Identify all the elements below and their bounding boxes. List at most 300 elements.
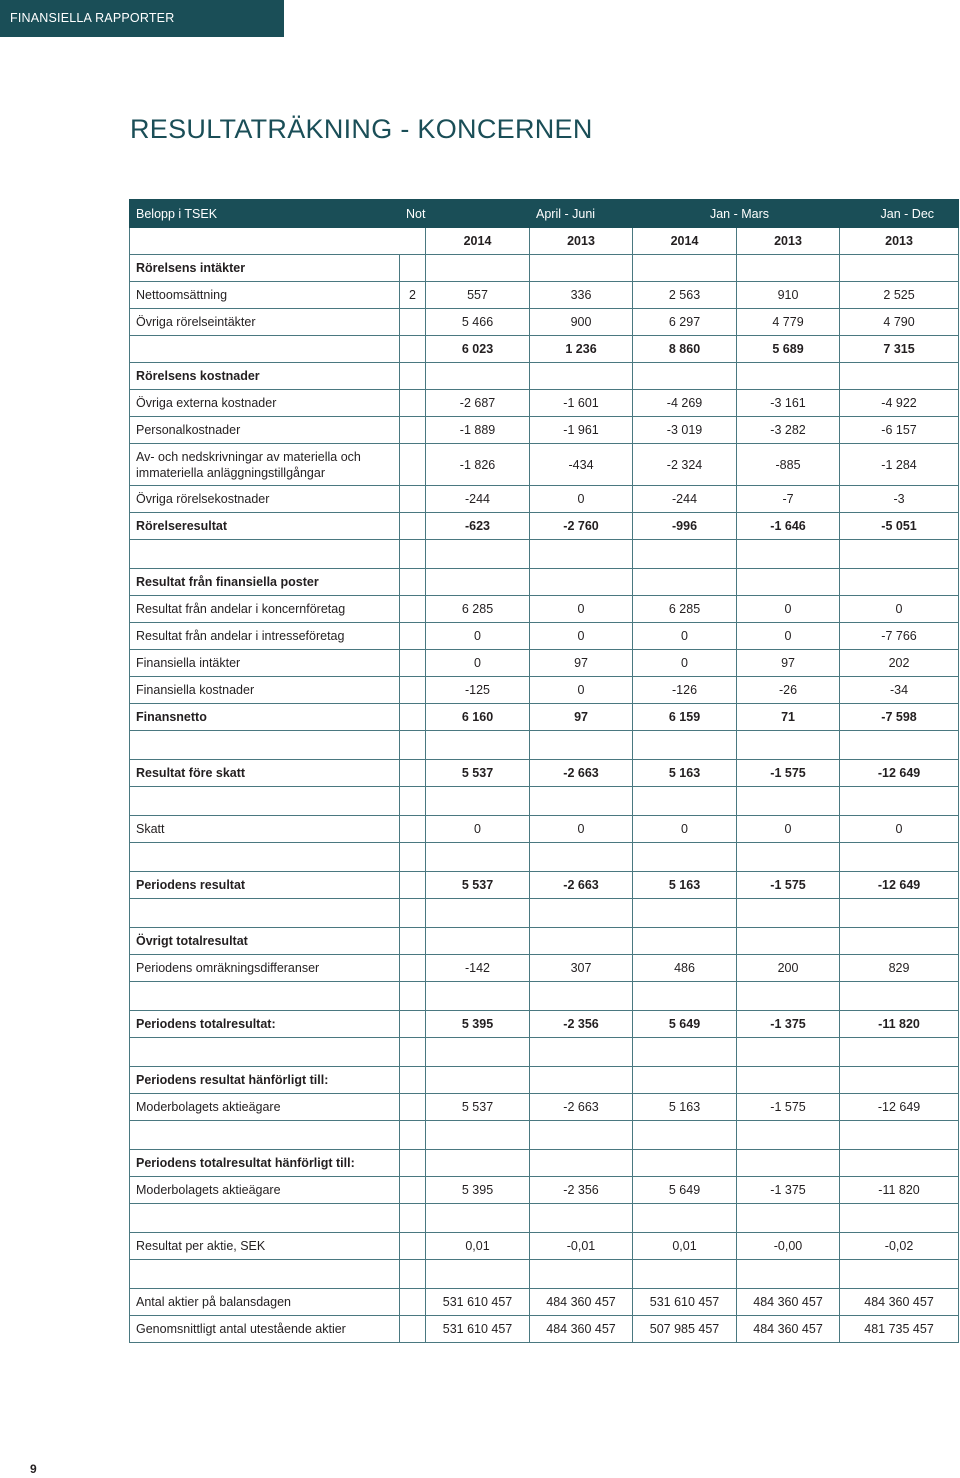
row-note [400,417,426,444]
table-row [130,282,959,309]
value-cell: -244 [633,486,737,513]
value-cell: 5 537 [426,1094,530,1121]
spacer-row [130,843,959,872]
row-label: Periodens omräkningsdifferanser [130,955,400,982]
value-cell: 5 466 [426,309,530,336]
table-row [130,444,959,486]
value-cell: 97 [737,650,840,677]
row-label [130,982,400,1011]
value-cell [633,928,737,955]
value-cell: 6 160 [426,704,530,731]
spacer-row [130,1260,959,1289]
value-cell: -26 [737,677,840,704]
row-label: Övrigt totalresultat [130,928,400,955]
value-cell: -3 282 [737,417,840,444]
value-cell [633,1204,737,1233]
table-row [130,704,959,731]
value-cell: -5 051 [840,513,959,540]
row-note [400,309,426,336]
value-cell: 0 [737,816,840,843]
value-cell [426,1204,530,1233]
spacer-row [130,1038,959,1067]
value-cell [840,982,959,1011]
value-cell: -7 598 [840,704,959,731]
value-cell: 2 563 [633,282,737,309]
year-cell: 2013 [840,228,959,255]
value-cell: 202 [840,650,959,677]
row-note [400,872,426,899]
value-cell: 97 [530,704,633,731]
value-cell [737,1121,840,1150]
value-cell [737,787,840,816]
value-cell: 97 [530,650,633,677]
value-cell [530,1150,633,1177]
value-cell [633,731,737,760]
value-cell: 200 [737,955,840,982]
spacer-row [130,731,959,760]
value-cell [426,540,530,569]
value-cell [426,1038,530,1067]
value-cell: 5 395 [426,1011,530,1038]
value-cell [840,363,959,390]
row-label: Periodens totalresultat hänförligt till: [130,1150,400,1177]
row-label: Moderbolagets aktieägare [130,1094,400,1121]
value-cell [840,1260,959,1289]
row-label: Resultat från andelar i intresseföretag [130,623,400,650]
value-cell [530,982,633,1011]
year-cell: 2013 [530,228,633,255]
value-cell [633,899,737,928]
table-row [130,1011,959,1038]
value-cell [633,1150,737,1177]
value-cell: -2 687 [426,390,530,417]
row-label: Finansnetto [130,704,400,731]
value-cell: 0 [530,677,633,704]
value-cell: -34 [840,677,959,704]
row-note [400,928,426,955]
table-row [130,955,959,982]
value-cell: -11 820 [840,1177,959,1204]
table-row [130,596,959,623]
row-label: Övriga rörelsekostnader [130,486,400,513]
row-note [400,760,426,787]
income-statement-table [129,199,959,1343]
value-cell [633,1260,737,1289]
row-note [400,1067,426,1094]
table-row [130,816,959,843]
value-cell: -1 375 [737,1011,840,1038]
value-cell [737,255,840,282]
value-cell: -3 [840,486,959,513]
value-cell [530,1038,633,1067]
header-not: Not [400,200,530,228]
value-cell: 0 [633,650,737,677]
spacer-row [130,899,959,928]
table-row [130,513,959,540]
table-row [130,928,959,955]
row-label [130,336,400,363]
value-cell: -885 [737,444,840,486]
table-row [130,623,959,650]
value-cell [426,843,530,872]
table-row [130,363,959,390]
row-note [400,1316,426,1343]
value-cell [633,255,737,282]
row-label: Moderbolagets aktieägare [130,1177,400,1204]
value-cell: -12 649 [840,760,959,787]
value-cell: -7 [737,486,840,513]
value-cell: -623 [426,513,530,540]
value-cell [840,928,959,955]
value-cell: -2 760 [530,513,633,540]
row-label: Nettoomsättning [130,282,400,309]
value-cell: -4 922 [840,390,959,417]
header-row [130,200,959,228]
table-row [130,417,959,444]
row-note [400,677,426,704]
value-cell: -3 019 [633,417,737,444]
row-label [130,540,400,569]
table-row [130,1094,959,1121]
row-label: Resultat från finansiella poster [130,569,400,596]
value-cell: 910 [737,282,840,309]
value-cell: 6 023 [426,336,530,363]
value-cell: 0 [633,623,737,650]
row-note [400,899,426,928]
value-cell [737,363,840,390]
value-cell: 829 [840,955,959,982]
value-cell: 484 360 457 [737,1289,840,1316]
value-cell [737,843,840,872]
table-row [130,760,959,787]
row-label [130,843,400,872]
value-cell: 0 [530,486,633,513]
row-label: Rörelsens kostnader [130,363,400,390]
value-cell: 484 360 457 [840,1289,959,1316]
row-label: Övriga rörelseintäkter [130,309,400,336]
value-cell [737,982,840,1011]
value-cell [737,540,840,569]
value-cell: -4 269 [633,390,737,417]
row-label: Resultat från andelar i koncernföretag [130,596,400,623]
value-cell: 0,01 [633,1233,737,1260]
row-note [400,982,426,1011]
value-cell [530,255,633,282]
value-cell: 71 [737,704,840,731]
value-cell [737,1150,840,1177]
value-cell [426,255,530,282]
value-cell: 5 163 [633,872,737,899]
spacer-row [130,787,959,816]
value-cell: -6 157 [840,417,959,444]
row-note [400,486,426,513]
value-cell: 1 236 [530,336,633,363]
value-cell: -2 663 [530,760,633,787]
value-cell: 5 163 [633,760,737,787]
row-note [400,843,426,872]
value-cell: 7 315 [840,336,959,363]
value-cell: 0 [840,596,959,623]
value-cell: 5 163 [633,1094,737,1121]
value-cell [530,363,633,390]
row-note [400,1204,426,1233]
value-cell [426,982,530,1011]
spacer-row [130,982,959,1011]
value-cell [530,843,633,872]
header-period-jan-dec: Jan - Dec [840,200,959,228]
value-cell: 0 [426,650,530,677]
value-cell: -3 161 [737,390,840,417]
value-cell [426,731,530,760]
value-cell: -996 [633,513,737,540]
value-cell [840,255,959,282]
row-note [400,816,426,843]
value-cell [633,982,737,1011]
row-note [400,955,426,982]
value-cell [426,1260,530,1289]
value-cell: 0 [426,816,530,843]
row-label: Personalkostnader [130,417,400,444]
row-label [130,1121,400,1150]
value-cell: -1 575 [737,760,840,787]
value-cell: -244 [426,486,530,513]
table-row [130,872,959,899]
row-note [400,255,426,282]
header-label: Belopp i TSEK [130,200,400,228]
value-cell: 0 [426,623,530,650]
spacer-row [130,540,959,569]
value-cell: 336 [530,282,633,309]
value-cell [633,787,737,816]
value-cell: 8 860 [633,336,737,363]
value-cell [426,1150,530,1177]
table-row [130,255,959,282]
row-note [400,363,426,390]
value-cell: 5 689 [737,336,840,363]
year-row [130,228,959,255]
value-cell: 0 [530,623,633,650]
year-cell: 2014 [633,228,737,255]
value-cell [530,569,633,596]
value-cell: -7 766 [840,623,959,650]
spacer-row [130,1204,959,1233]
value-cell [840,569,959,596]
row-note [400,596,426,623]
value-cell [737,731,840,760]
value-cell: -12 649 [840,872,959,899]
value-cell: -434 [530,444,633,486]
value-cell: 481 735 457 [840,1316,959,1343]
value-cell: 484 360 457 [530,1316,633,1343]
row-label [130,1204,400,1233]
value-cell [530,540,633,569]
table-row [130,677,959,704]
value-cell: 4 779 [737,309,840,336]
value-cell [426,787,530,816]
value-cell [530,1204,633,1233]
value-cell: -1 575 [737,872,840,899]
value-cell: 0 [840,816,959,843]
value-cell: 531 610 457 [426,1316,530,1343]
value-cell: -2 324 [633,444,737,486]
row-label [130,787,400,816]
table-row [130,650,959,677]
value-cell: -0,01 [530,1233,633,1260]
value-cell: -1 961 [530,417,633,444]
value-cell: -0,00 [737,1233,840,1260]
value-cell [737,569,840,596]
value-cell [530,899,633,928]
row-note [400,540,426,569]
row-note [400,650,426,677]
value-cell [426,569,530,596]
table-row [130,390,959,417]
value-cell: 4 790 [840,309,959,336]
value-cell [737,1067,840,1094]
value-cell [737,899,840,928]
value-cell: -2 663 [530,1094,633,1121]
table-row [130,309,959,336]
value-cell: 5 537 [426,760,530,787]
value-cell: 486 [633,955,737,982]
table-row [130,1316,959,1343]
header-period-april-juni: April - Juni [530,200,633,228]
value-cell: 6 159 [633,704,737,731]
row-note [400,1233,426,1260]
value-cell: -1 646 [737,513,840,540]
row-note [400,1121,426,1150]
value-cell [530,731,633,760]
value-cell [840,1121,959,1150]
value-cell [426,1121,530,1150]
value-cell [737,1204,840,1233]
row-label [130,899,400,928]
value-cell: 0,01 [426,1233,530,1260]
value-cell [426,899,530,928]
value-cell: -126 [633,677,737,704]
value-cell [426,1067,530,1094]
row-label [130,731,400,760]
value-cell: -1 826 [426,444,530,486]
value-cell: -142 [426,955,530,982]
row-label: Rörelseresultat [130,513,400,540]
value-cell [737,1260,840,1289]
row-label: Resultat per aktie, SEK [130,1233,400,1260]
row-note [400,1094,426,1121]
value-cell: -2 356 [530,1011,633,1038]
row-note [400,336,426,363]
value-cell [633,1067,737,1094]
table-row [130,1067,959,1094]
value-cell: 900 [530,309,633,336]
row-label: Periodens totalresultat: [130,1011,400,1038]
table-row [130,569,959,596]
row-note [400,513,426,540]
row-label: Rörelsens intäkter [130,255,400,282]
section-banner: FINANSIELLA RAPPORTER [0,0,284,37]
year-row-label [130,228,426,255]
value-cell [530,1260,633,1289]
value-cell: 5 649 [633,1177,737,1204]
value-cell [840,899,959,928]
value-cell [840,1038,959,1067]
value-cell: -1 601 [530,390,633,417]
value-cell: 484 360 457 [530,1289,633,1316]
value-cell: -1 889 [426,417,530,444]
value-cell: 5 649 [633,1011,737,1038]
value-cell: 507 985 457 [633,1316,737,1343]
row-note [400,1150,426,1177]
row-note [400,569,426,596]
value-cell: -11 820 [840,1011,959,1038]
value-cell [840,1067,959,1094]
value-cell [840,843,959,872]
value-cell: 5 395 [426,1177,530,1204]
value-cell: 6 297 [633,309,737,336]
row-label: Övriga externa kostnader [130,390,400,417]
row-note [400,444,426,486]
value-cell [633,540,737,569]
value-cell [530,1121,633,1150]
value-cell: 0 [737,623,840,650]
value-cell: 6 285 [633,596,737,623]
value-cell: 0 [737,596,840,623]
value-cell [840,731,959,760]
value-cell: -2 663 [530,872,633,899]
table-row [130,1233,959,1260]
row-label: Finansiella kostnader [130,677,400,704]
row-label: Resultat före skatt [130,760,400,787]
value-cell [633,569,737,596]
page-title: RESULTATRÄKNING - KONCERNEN [130,114,593,144]
value-cell: 5 537 [426,872,530,899]
row-label: Periodens resultat [130,872,400,899]
value-cell: 2 525 [840,282,959,309]
value-cell [426,363,530,390]
value-cell: 0 [530,816,633,843]
row-note [400,1260,426,1289]
page-number: 9 [30,1462,37,1476]
row-label: Av- och nedskrivningar av materiella och immateriella anläggningstillgångar [130,444,400,486]
value-cell: 557 [426,282,530,309]
value-cell [530,928,633,955]
value-cell: 531 610 457 [633,1289,737,1316]
value-cell: -1 575 [737,1094,840,1121]
value-cell [840,540,959,569]
row-note [400,1011,426,1038]
header-period-jan-mars: Jan - Mars [633,200,840,228]
value-cell [840,1150,959,1177]
value-cell [840,787,959,816]
row-label: Skatt [130,816,400,843]
year-cell: 2013 [737,228,840,255]
value-cell: 484 360 457 [737,1316,840,1343]
value-cell [737,928,840,955]
value-cell: -125 [426,677,530,704]
table-row [130,336,959,363]
table-row [130,1150,959,1177]
row-note [400,1177,426,1204]
row-label [130,1260,400,1289]
value-cell [840,1204,959,1233]
row-label: Periodens resultat hänförligt till: [130,1067,400,1094]
row-note [400,390,426,417]
row-note [400,623,426,650]
row-note [400,1289,426,1316]
value-cell: -2 356 [530,1177,633,1204]
row-note [400,1038,426,1067]
value-cell [426,928,530,955]
